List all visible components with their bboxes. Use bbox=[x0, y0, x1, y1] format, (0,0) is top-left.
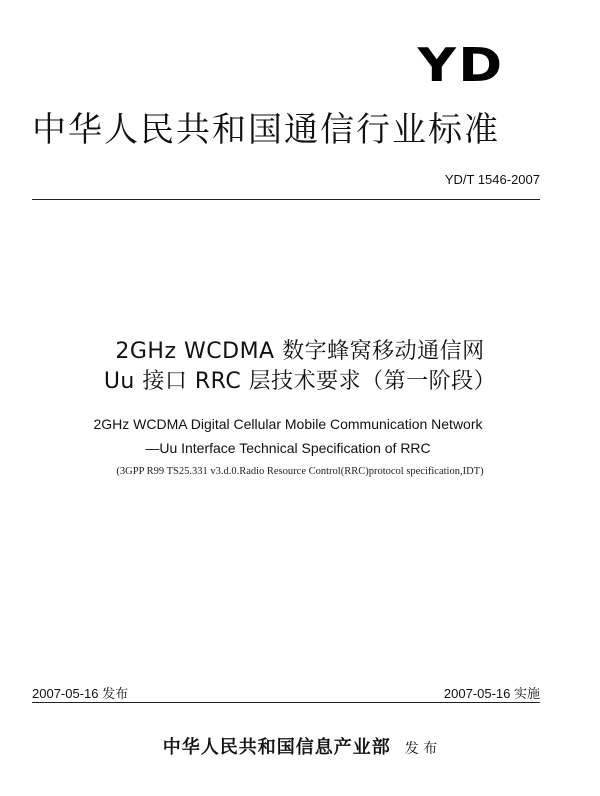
issuer-action: 发 布 bbox=[404, 741, 438, 757]
title-reference: (3GPP R99 TS25.331 v3.d.0.Radio Resource Control(RRC)protocol specification,IDT) bbox=[116, 466, 484, 477]
publish-date: 2007-05-16 发布 bbox=[32, 686, 129, 701]
standard-number: YD/T 1546-2007 bbox=[444, 172, 540, 187]
issuer-organization: 中华人民共和国信息产业部 bbox=[162, 737, 391, 758]
issuer bbox=[0, 733, 600, 759]
implementation-date: 2007-05-16 实施 bbox=[443, 686, 540, 701]
title-english-line-1: 2GHz WCDMA Digital Cellular Mobile Communication Network bbox=[93, 416, 483, 432]
header-divider bbox=[32, 199, 540, 200]
footer-divider bbox=[32, 702, 540, 703]
title-english-line-2: —Uu Interface Technical Specification of RRC bbox=[145, 440, 431, 456]
title-chinese-line-1: 2GHz WCDMA 数字蜂窝移动通信网 bbox=[115, 339, 485, 364]
yd-logo: YD bbox=[417, 38, 504, 92]
title-chinese-line-2: Uu 接口 RRC 层技术要求（第一阶段） bbox=[103, 369, 497, 394]
industry-standard-heading: 中华人民共和国通信行业标准 bbox=[32, 110, 500, 150]
